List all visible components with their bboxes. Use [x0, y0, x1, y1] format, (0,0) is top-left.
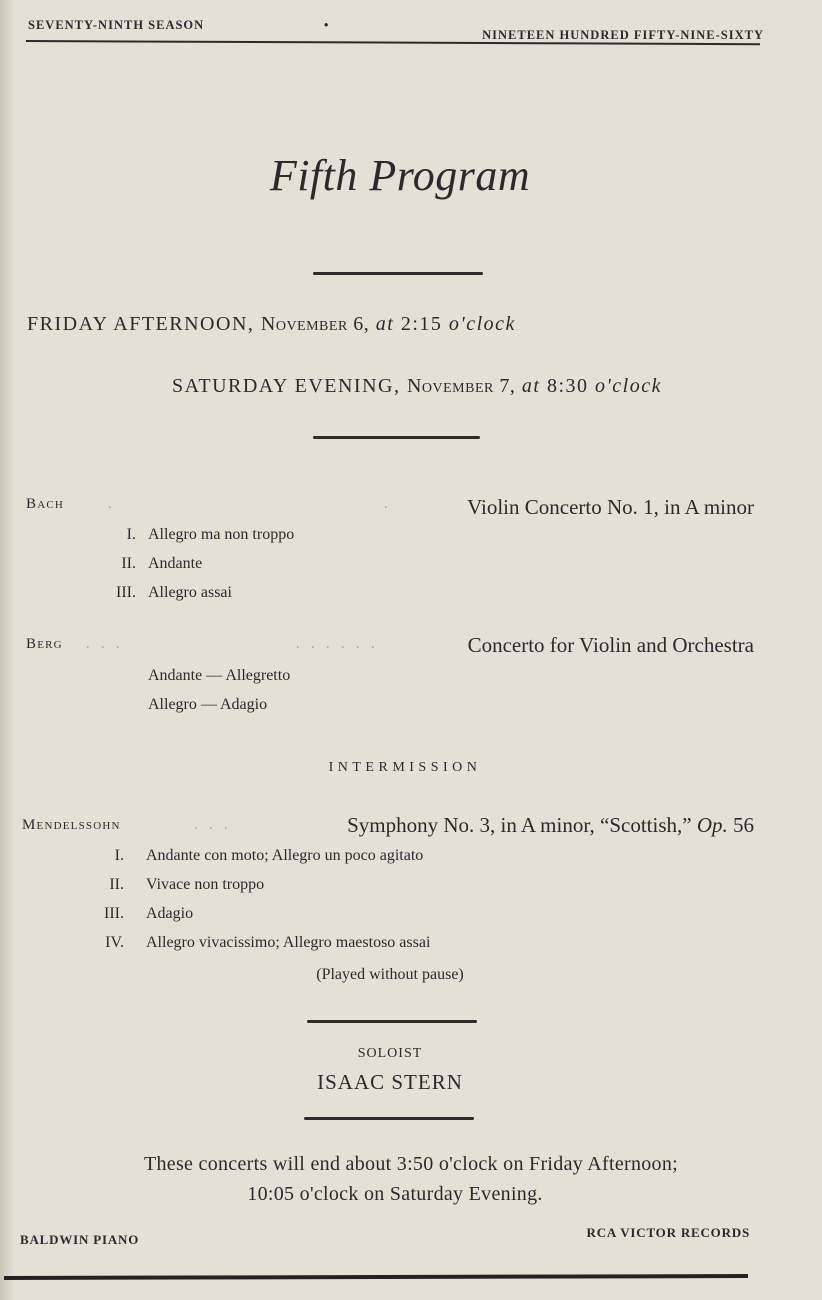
divider-2 [313, 436, 480, 439]
footer-sponsor-records: RCA VICTOR RECORDS [586, 1225, 750, 1240]
composer-mendelssohn: Mendelssohn [22, 817, 121, 833]
soloist-name: ISAAC STERN [317, 1070, 463, 1094]
saturday-performance [172, 375, 662, 398]
season-years: NINETEEN HUNDRED FIFTY-NINE-SIXTY [482, 28, 764, 42]
divider-3 [307, 1020, 477, 1023]
performance-note: (Played without pause) [316, 966, 464, 983]
movement-number: III. [116, 584, 136, 601]
movement-name: Allegro — Adagio [148, 696, 268, 713]
movement-name: Adagio [146, 905, 194, 922]
intermission-label: INTERMISSION [328, 760, 482, 775]
opus-label: Op. [696, 813, 728, 837]
saturday-oclock: o'clock [595, 375, 662, 397]
friday-at: at [375, 313, 395, 335]
movement-number: II. [109, 876, 124, 893]
end-notice-line-1: These concerts will end about 3:50 o'clock on Friday Afternoon; [143, 1153, 679, 1175]
opus-number: 56 [733, 813, 754, 837]
symphony-title: Symphony No. 3, in A minor, “Scottish,” [347, 813, 692, 837]
leader-dots: . [108, 497, 116, 512]
saturday-at: at [521, 375, 541, 397]
leader-dots: . [384, 497, 392, 512]
saturday-time: 8:30 [546, 375, 589, 397]
movement-name: Vivace non troppo [146, 876, 265, 893]
footer-rule [4, 1274, 748, 1280]
work-title-mendelssohn [347, 813, 754, 838]
soloist-label: SOLOIST [357, 1046, 423, 1061]
movement-number: I. [114, 847, 124, 864]
season-label: SEVENTY-NINTH SEASON [28, 18, 205, 32]
divider-4 [304, 1117, 474, 1120]
movement-number: IV. [105, 934, 124, 951]
leader-dots: . . . . . . [296, 637, 379, 652]
movement-name: Allegro vivacissimo; Allegro maestoso assai [146, 934, 431, 951]
movement-number: III. [104, 905, 124, 922]
movement-name: Andante con moto; Allegro un poco agitato [146, 847, 424, 864]
movement-number: II. [121, 555, 136, 572]
friday-time: 2:15 [400, 313, 443, 335]
header-separator: • [324, 18, 330, 32]
movement-number: I. [126, 526, 136, 543]
work-title-berg: Concerto for Violin and Orchestra [467, 633, 754, 657]
movement-name: Andante [148, 555, 203, 572]
friday-oclock: o'clock [448, 313, 516, 335]
composer-berg: Berg [26, 636, 63, 652]
friday-performance [27, 313, 516, 336]
leader-dots: . . . [194, 818, 232, 833]
footer-sponsor-piano: BALDWIN PIANO [20, 1232, 140, 1247]
movement-name: Andante — Allegretto [148, 667, 291, 684]
leader-dots: . . . [86, 637, 124, 652]
work-title-bach: Violin Concerto No. 1, in A minor [467, 495, 754, 519]
divider-1 [313, 272, 483, 275]
friday-day: FRIDAY AFTERNOON, [27, 313, 255, 335]
page-title: Fifth Program [269, 151, 531, 200]
composer-bach: Bach [26, 496, 65, 512]
friday-date: November 6, [260, 313, 370, 335]
movement-name: Allegro ma non troppo [148, 526, 295, 543]
saturday-day: SATURDAY EVENING, [172, 375, 401, 397]
saturday-date: November 7, [406, 375, 516, 397]
movement-name: Allegro assai [148, 584, 232, 601]
end-notice-line-2: 10:05 o'clock on Saturday Evening. [247, 1183, 543, 1205]
